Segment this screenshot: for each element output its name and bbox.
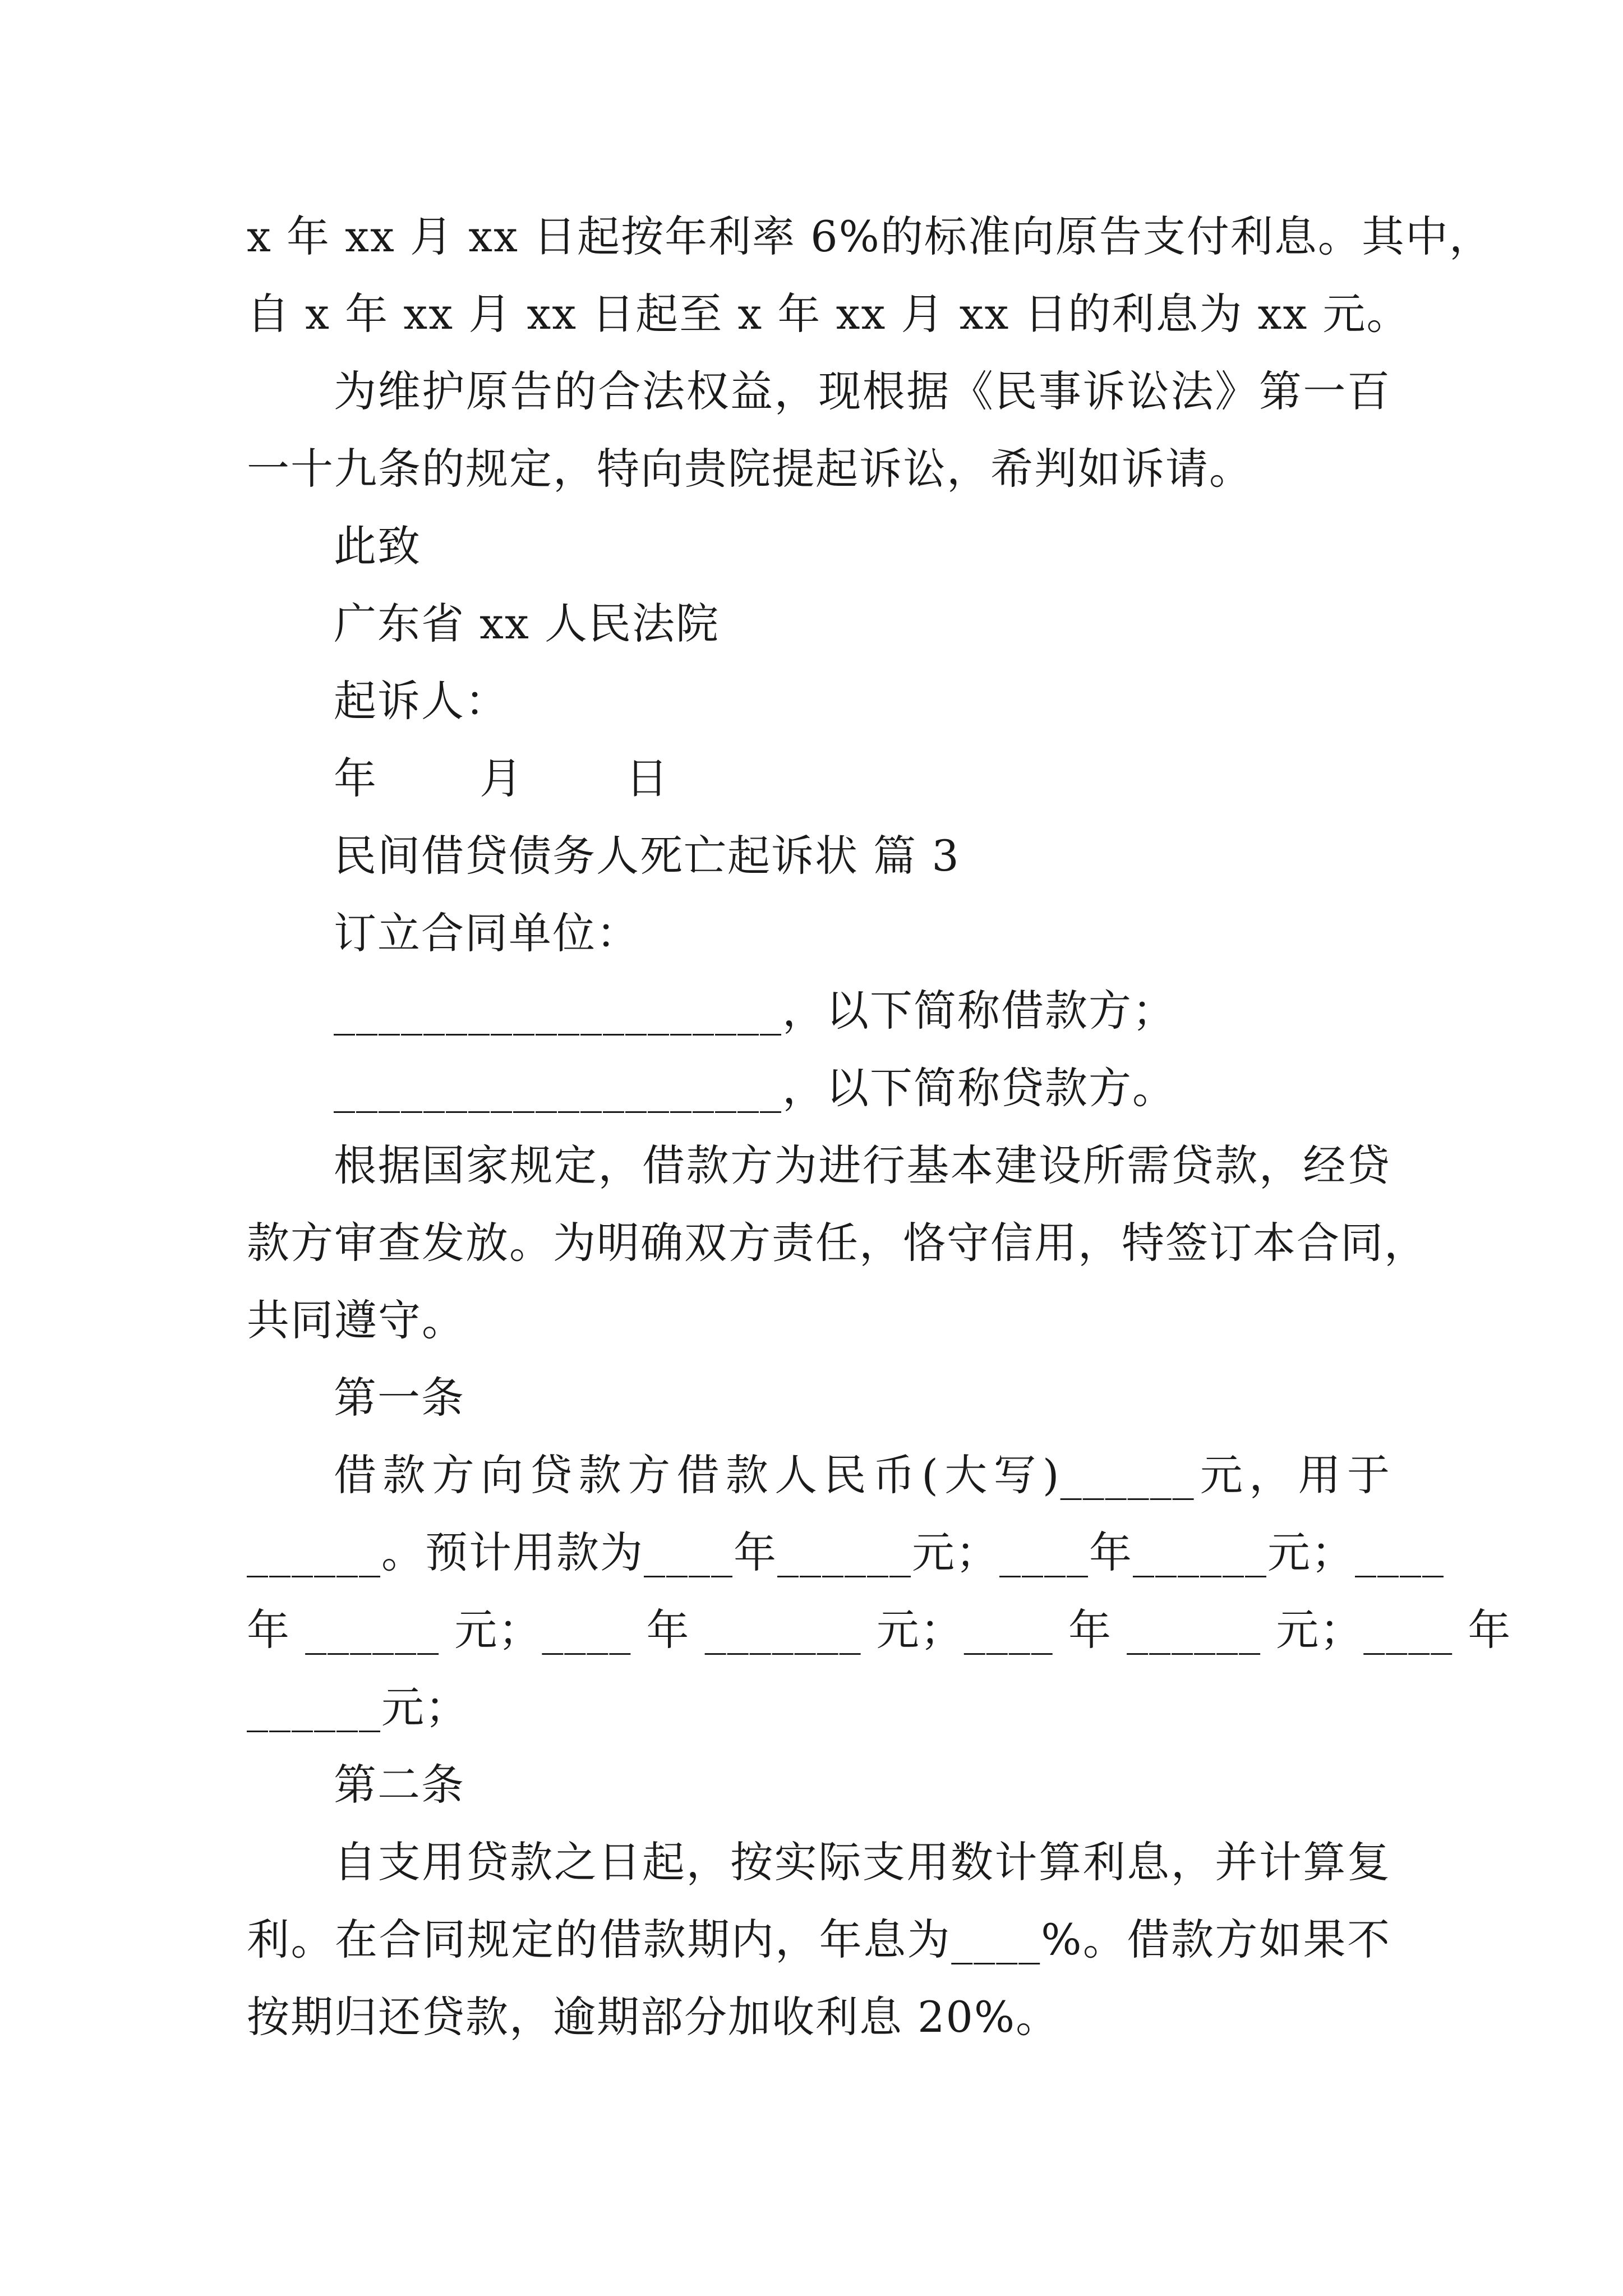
text-line-14: 款方审查发放。为明确双方责任，恪守信用，特签订本合同， <box>247 1218 1428 1268</box>
text-line-18: ______。预计用款为____年______元；____年______元；____ <box>247 1527 1445 1577</box>
text-line-15: 共同遵守。 <box>247 1295 465 1345</box>
text-line-10: 订立合同单位： <box>334 908 640 958</box>
text-line-7: 起诉人： <box>334 676 509 726</box>
text-line-5: 此致 <box>334 521 421 571</box>
text-line-22: 自支用贷款之日起，按实际支用数计算利息，并计算复 <box>334 1837 1391 1887</box>
text-line-3: 为维护原告的合法权益，现根据《民事诉讼法》第一百 <box>334 366 1391 416</box>
text-line-1: x 年 xx 月 xx 日起按年利率 6%的标准向原告支付利息。其中， <box>247 211 1493 261</box>
text-line-20: ______元； <box>247 1682 469 1732</box>
text-line-12: ____________________，以下简称贷款方。 <box>334 1063 1176 1113</box>
text-line-16: 第一条 <box>334 1373 465 1423</box>
text-line-9: 民间借贷债务人死亡起诉状 篇 3 <box>334 831 960 881</box>
text-line-21: 第二条 <box>334 1760 465 1810</box>
text-line-2: 自 x 年 xx 月 xx 日起至 x 年 xx 月 xx 日的利息为 xx 元。 <box>247 289 1410 339</box>
text-line-8: 年 月 日 <box>334 753 670 803</box>
text-line-24: 按期归还贷款，逾期部分加收利息 20%。 <box>247 1992 1060 2042</box>
text-line-19: 年 ______ 元；____ 年 _______ 元；____ 年 ______ 元；____ 年 <box>247 1605 1512 1655</box>
text-line-13: 根据国家规定，借款方为进行基本建设所需贷款，经贷 <box>334 1140 1391 1190</box>
text-line-6: 广东省 xx 人民法院 <box>334 599 720 648</box>
text-line-23: 利。在合同规定的借款期内，年息为____%。借款方如果不 <box>247 1915 1391 1964</box>
text-line-17: 借款方向贷款方借款人民币(大写)______元，用于 <box>334 1450 1391 1500</box>
text-line-11: ____________________，以下简称借款方； <box>334 986 1176 1036</box>
text-line-4: 一十九条的规定，特向贵院提起诉讼，希判如诉请。 <box>247 444 1253 494</box>
